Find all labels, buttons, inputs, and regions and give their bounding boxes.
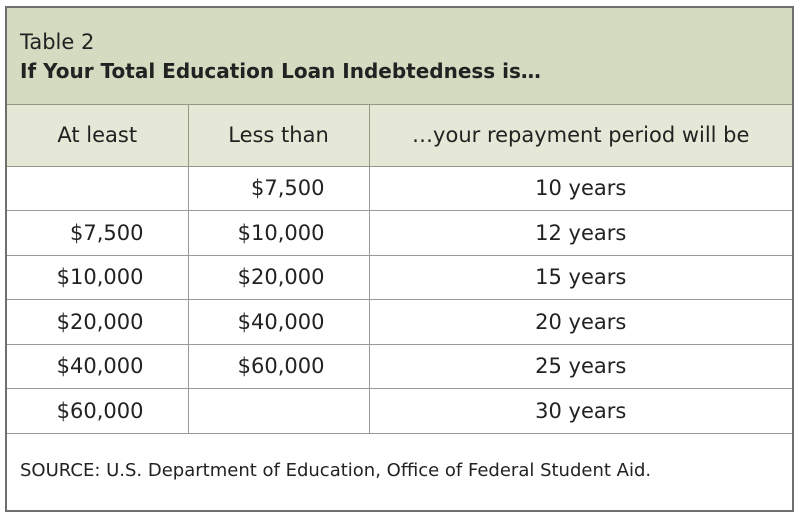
- table-frame: [5, 6, 794, 512]
- cell-less-than: [188, 389, 369, 434]
- cell-less-than: $20,000: [188, 255, 369, 300]
- cell-less-than: $10,000: [188, 211, 369, 256]
- column-header-at-least: At least: [7, 105, 188, 166]
- header-row: [7, 105, 792, 166]
- cell-repayment-period: 30 years: [369, 389, 792, 434]
- cell-repayment-period: 12 years: [369, 211, 792, 256]
- cell-repayment-period: 15 years: [369, 255, 792, 300]
- cell-less-than: $60,000: [188, 344, 369, 389]
- cell-less-than: $40,000: [188, 300, 369, 345]
- cell-repayment-period: 20 years: [369, 300, 792, 345]
- table-row: [7, 300, 792, 345]
- table-row: [7, 255, 792, 300]
- cell-at-least: $7,500: [7, 211, 188, 256]
- cell-repayment-period: 10 years: [369, 166, 792, 211]
- column-header-less-than: Less than: [188, 105, 369, 166]
- cell-repayment-period: 25 years: [369, 344, 792, 389]
- source-note: SOURCE: U.S. Department of Education, Office of Federal Student Aid.: [20, 460, 652, 481]
- cell-at-least: $40,000: [7, 344, 188, 389]
- cell-at-least: $10,000: [7, 255, 188, 300]
- title-band: [7, 8, 792, 105]
- table-label: Table 2: [20, 30, 95, 54]
- table-row: [7, 211, 792, 256]
- cell-at-least: $60,000: [7, 389, 188, 434]
- table-heading: If Your Total Education Loan Indebtedness is…: [20, 59, 541, 83]
- column-header-repayment-period: …your repayment period will be: [369, 105, 792, 166]
- table-row: [7, 389, 792, 434]
- cell-less-than: $7,500: [188, 166, 369, 211]
- table-row: [7, 166, 792, 211]
- repayment-table: [7, 105, 792, 434]
- cell-at-least: [7, 166, 188, 211]
- table-row: [7, 344, 792, 389]
- cell-at-least: $20,000: [7, 300, 188, 345]
